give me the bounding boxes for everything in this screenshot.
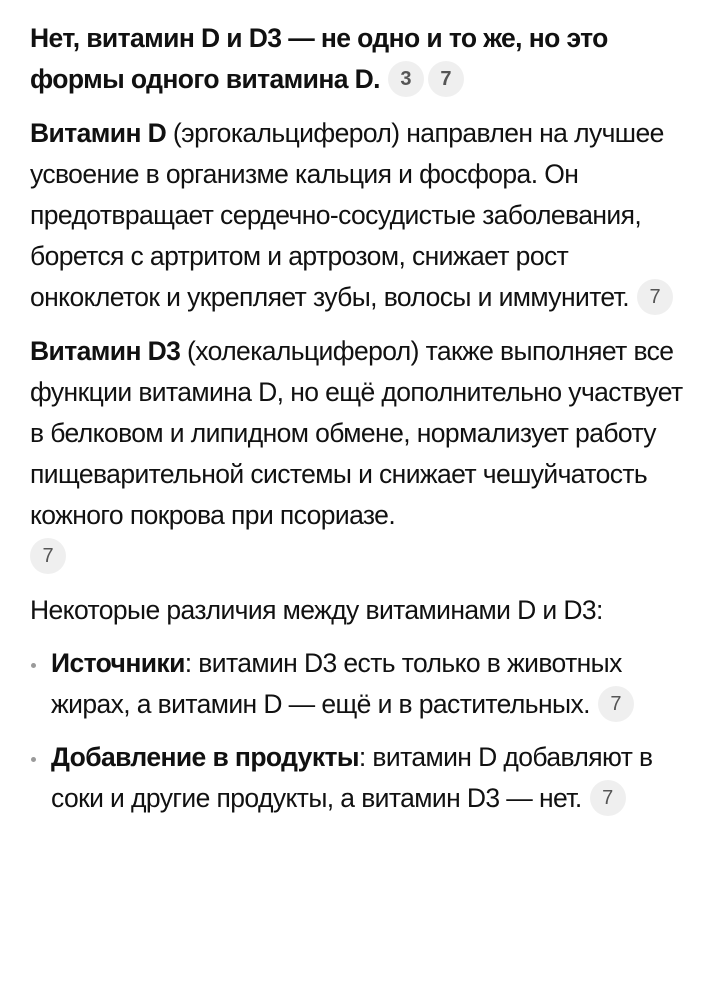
source-ref-badge[interactable]: 7 bbox=[428, 61, 464, 97]
term-vitamin-d: Витамин D bbox=[30, 118, 167, 148]
list-item-term: Источники bbox=[51, 648, 185, 678]
answer-title bbox=[30, 18, 697, 100]
source-ref-badge[interactable]: 7 bbox=[590, 780, 626, 816]
list-item-text: : витамин D добавляют в соки и другие продукты, а витамин D3 — нет. bbox=[51, 742, 653, 813]
source-ref-badge[interactable]: 7 bbox=[598, 686, 634, 722]
paragraph-text: (эргокальциферол) направлен на лучшее усвоение в организме кальция и фосфора. Он предотвращает сердечно-сосудистые заболевания, борется с артритом и артрозом, снижает рост онкоклеток и укрепляет зубы, волосы и иммунитет. bbox=[30, 118, 664, 312]
differences-list bbox=[30, 643, 697, 819]
paragraph-text: (холекальциферол) также выполняет все функции витамина D, но ещё дополнительно участвует в белковом и липидном обмене, нормализует работу пищеварительной системы и снижает чешуйчатость кожного покрова при псориазе. bbox=[30, 336, 683, 530]
list-intro: Некоторые различия между витаминами D и D3: bbox=[30, 595, 603, 625]
term-vitamin-d3: Витамин D3 bbox=[30, 336, 181, 366]
answer-title-text: Нет, витамин D и D3 — не одно и то же, но это формы одного витамина D. bbox=[30, 23, 608, 94]
list-item-term: Добавление в продукты bbox=[51, 742, 359, 772]
list-item-sources bbox=[30, 643, 697, 725]
source-ref-badge[interactable]: 7 bbox=[30, 538, 66, 574]
paragraph-vitamin-d bbox=[30, 113, 697, 318]
source-ref-badge[interactable]: 3 bbox=[388, 61, 424, 97]
list-item-text: : витамин D3 есть только в животных жирах, а витамин D — ещё и в растительных. bbox=[51, 648, 622, 719]
source-ref-badge[interactable]: 7 bbox=[637, 279, 673, 315]
paragraph-vitamin-d3 bbox=[30, 331, 697, 577]
list-item-fortification bbox=[30, 737, 697, 819]
